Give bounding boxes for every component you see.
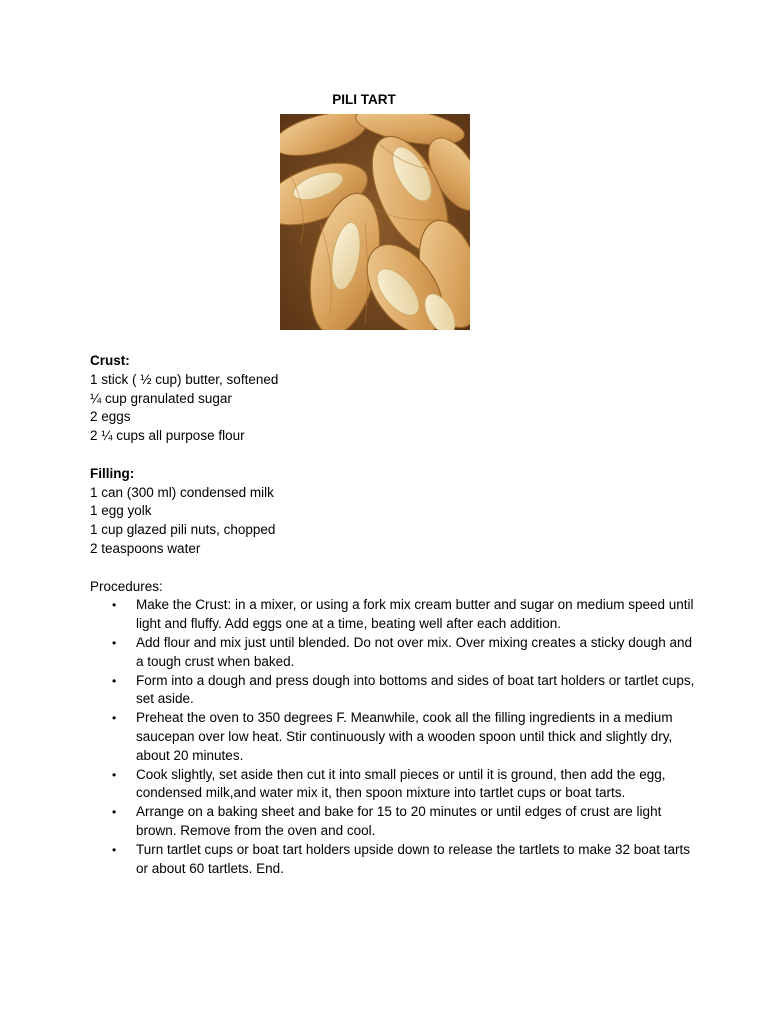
page-title: PILI TART	[332, 92, 396, 107]
crust-item: 1 stick ( ½ cup) butter, softened	[90, 371, 279, 387]
bullet-icon: •	[112, 598, 117, 613]
procedure-list	[90, 596, 695, 878]
bullet-icon: •	[112, 842, 117, 857]
crust-item: 2 eggs	[90, 409, 131, 425]
procedures-heading: Procedures:	[90, 578, 163, 594]
crust-heading: Crust:	[90, 353, 130, 368]
filling-item: 1 can (300 ml) condensed milk	[90, 484, 274, 500]
procedure-step: • Make the Crust: in a mixer, or using a fork mix cream butter and sugar on medium speed until light and fluffy. Add eggs one at a time, beating well after each addition.	[112, 597, 694, 632]
bullet-icon: •	[112, 635, 117, 650]
filling-item: 1 cup glazed pili nuts, chopped	[90, 522, 276, 538]
bullet-icon: •	[112, 673, 117, 688]
crust-item: ¼ cup granulated sugar	[90, 390, 232, 406]
procedure-step: • Form into a dough and press dough into bottoms and sides of boat tart holders or tartlet cups, set aside.	[112, 672, 695, 707]
procedure-step: • Arrange on a baking sheet and bake for 15 to 20 minutes or until edges of crust are light brown. Remove from the oven and cool.	[112, 804, 662, 838]
pili-tart-photo	[280, 114, 470, 330]
procedure-step: • Preheat the oven to 350 degrees F. Meanwhile, cook all the filling ingredients in a medium saucepan over low heat. Stir continuously with a wooden spoon until thick and slightly dry, about 20 minutes.	[112, 710, 673, 763]
bullet-icon: •	[112, 767, 117, 782]
procedure-step: • Add flour and mix just until blended. Do not over mix. Over mixing creates a sticky dough and a tough crust when baked.	[112, 634, 693, 669]
procedure-step: • Cook slightly, set aside then cut it into small pieces or until it is ground, then add the egg, condensed milk,and water mix it, then spoon mixture into tartlet cups or boat tarts.	[112, 766, 666, 801]
filling-item: 2 teaspoons water	[90, 540, 201, 556]
recipe-body	[90, 352, 695, 878]
bullet-icon: •	[112, 711, 117, 726]
bullet-icon: •	[112, 805, 117, 820]
filling-item: 1 egg yolk	[90, 503, 152, 519]
filling-heading: Filling:	[90, 465, 135, 481]
crust-item: 2 ¼ cups all purpose flour	[90, 428, 245, 444]
procedure-step: • Turn tartlet cups or boat tart holders upside down to release the tartlets to make 32 boat tarts or about 60 tartlets. End.	[112, 841, 691, 876]
